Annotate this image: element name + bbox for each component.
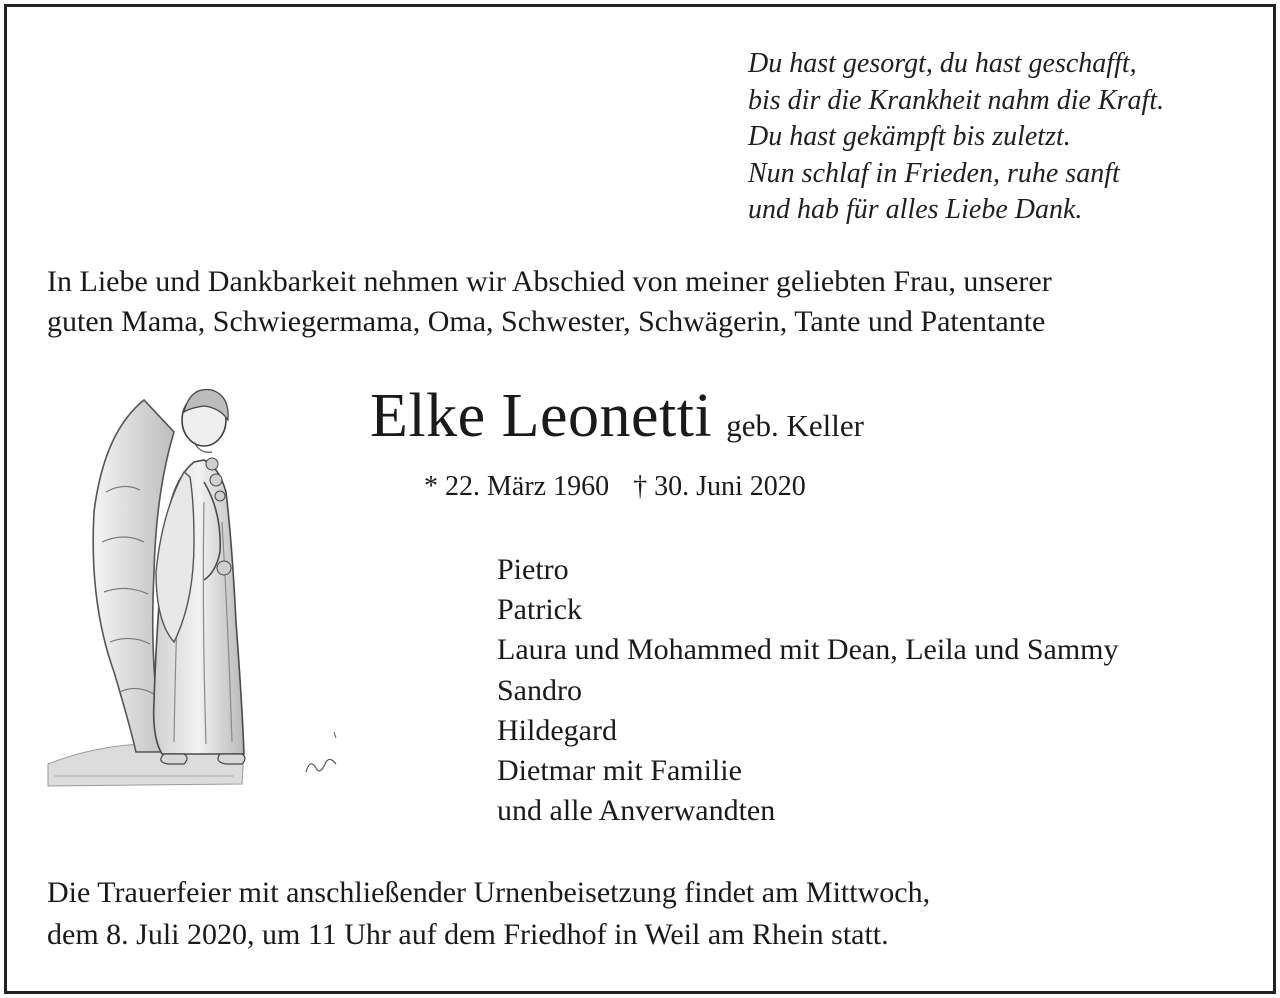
death-date: † 30. Juni 2020: [633, 471, 806, 502]
mourner-entry: Hildegard: [497, 713, 617, 747]
poem-line: Du hast gesorgt, du hast geschafft,: [748, 48, 1137, 79]
mourner-entry: und alle Anverwandten: [497, 794, 776, 828]
intro-text: [47, 262, 1052, 342]
poem: [748, 46, 1164, 229]
mourner-entry: Sandro: [497, 673, 582, 707]
intro-line: In Liebe und Dankbarkeit nehmen wir Abschied von meiner geliebten Frau, unserer: [47, 265, 1052, 298]
angel-illustration: [44, 372, 364, 792]
mourner-entry: Patrick: [497, 593, 582, 627]
funeral-line: Die Trauerfeier mit anschließender Urnenbeisetzung findet am Mittwoch,: [47, 876, 931, 909]
maiden-name: geb. Keller: [726, 408, 864, 443]
poem-line: Nun schlaf in Frieden, ruhe sanft: [748, 157, 1120, 189]
deceased-name-line: [370, 378, 864, 454]
funeral-line: dem 8. Juli 2020, um 11 Uhr auf dem Friedhof in Weil am Rhein statt.: [47, 918, 889, 951]
intro-line: guten Mama, Schwiegermama, Oma, Schwester, Schwägerin, Tante und Patentante: [47, 305, 1046, 338]
mourner-entry: Laura und Mohammed mit Dean, Leila und Sammy: [497, 633, 1119, 667]
poem-line: Du hast gekämpft bis zuletzt.: [748, 121, 1071, 152]
mourners-list: [497, 550, 1119, 831]
life-dates: [424, 468, 806, 506]
poem-line: und hab für alles Liebe Dank.: [748, 194, 1083, 225]
mourner-entry: Pietro: [497, 553, 569, 586]
poem-line: bis dir die Krankheit nahm die Kraft.: [748, 84, 1165, 116]
deceased-name: Elke Leonetti: [370, 382, 713, 450]
mourner-entry: Dietmar mit Familie: [497, 754, 742, 788]
birth-date: * 22. März 1960: [424, 471, 610, 502]
funeral-info: [47, 872, 930, 956]
